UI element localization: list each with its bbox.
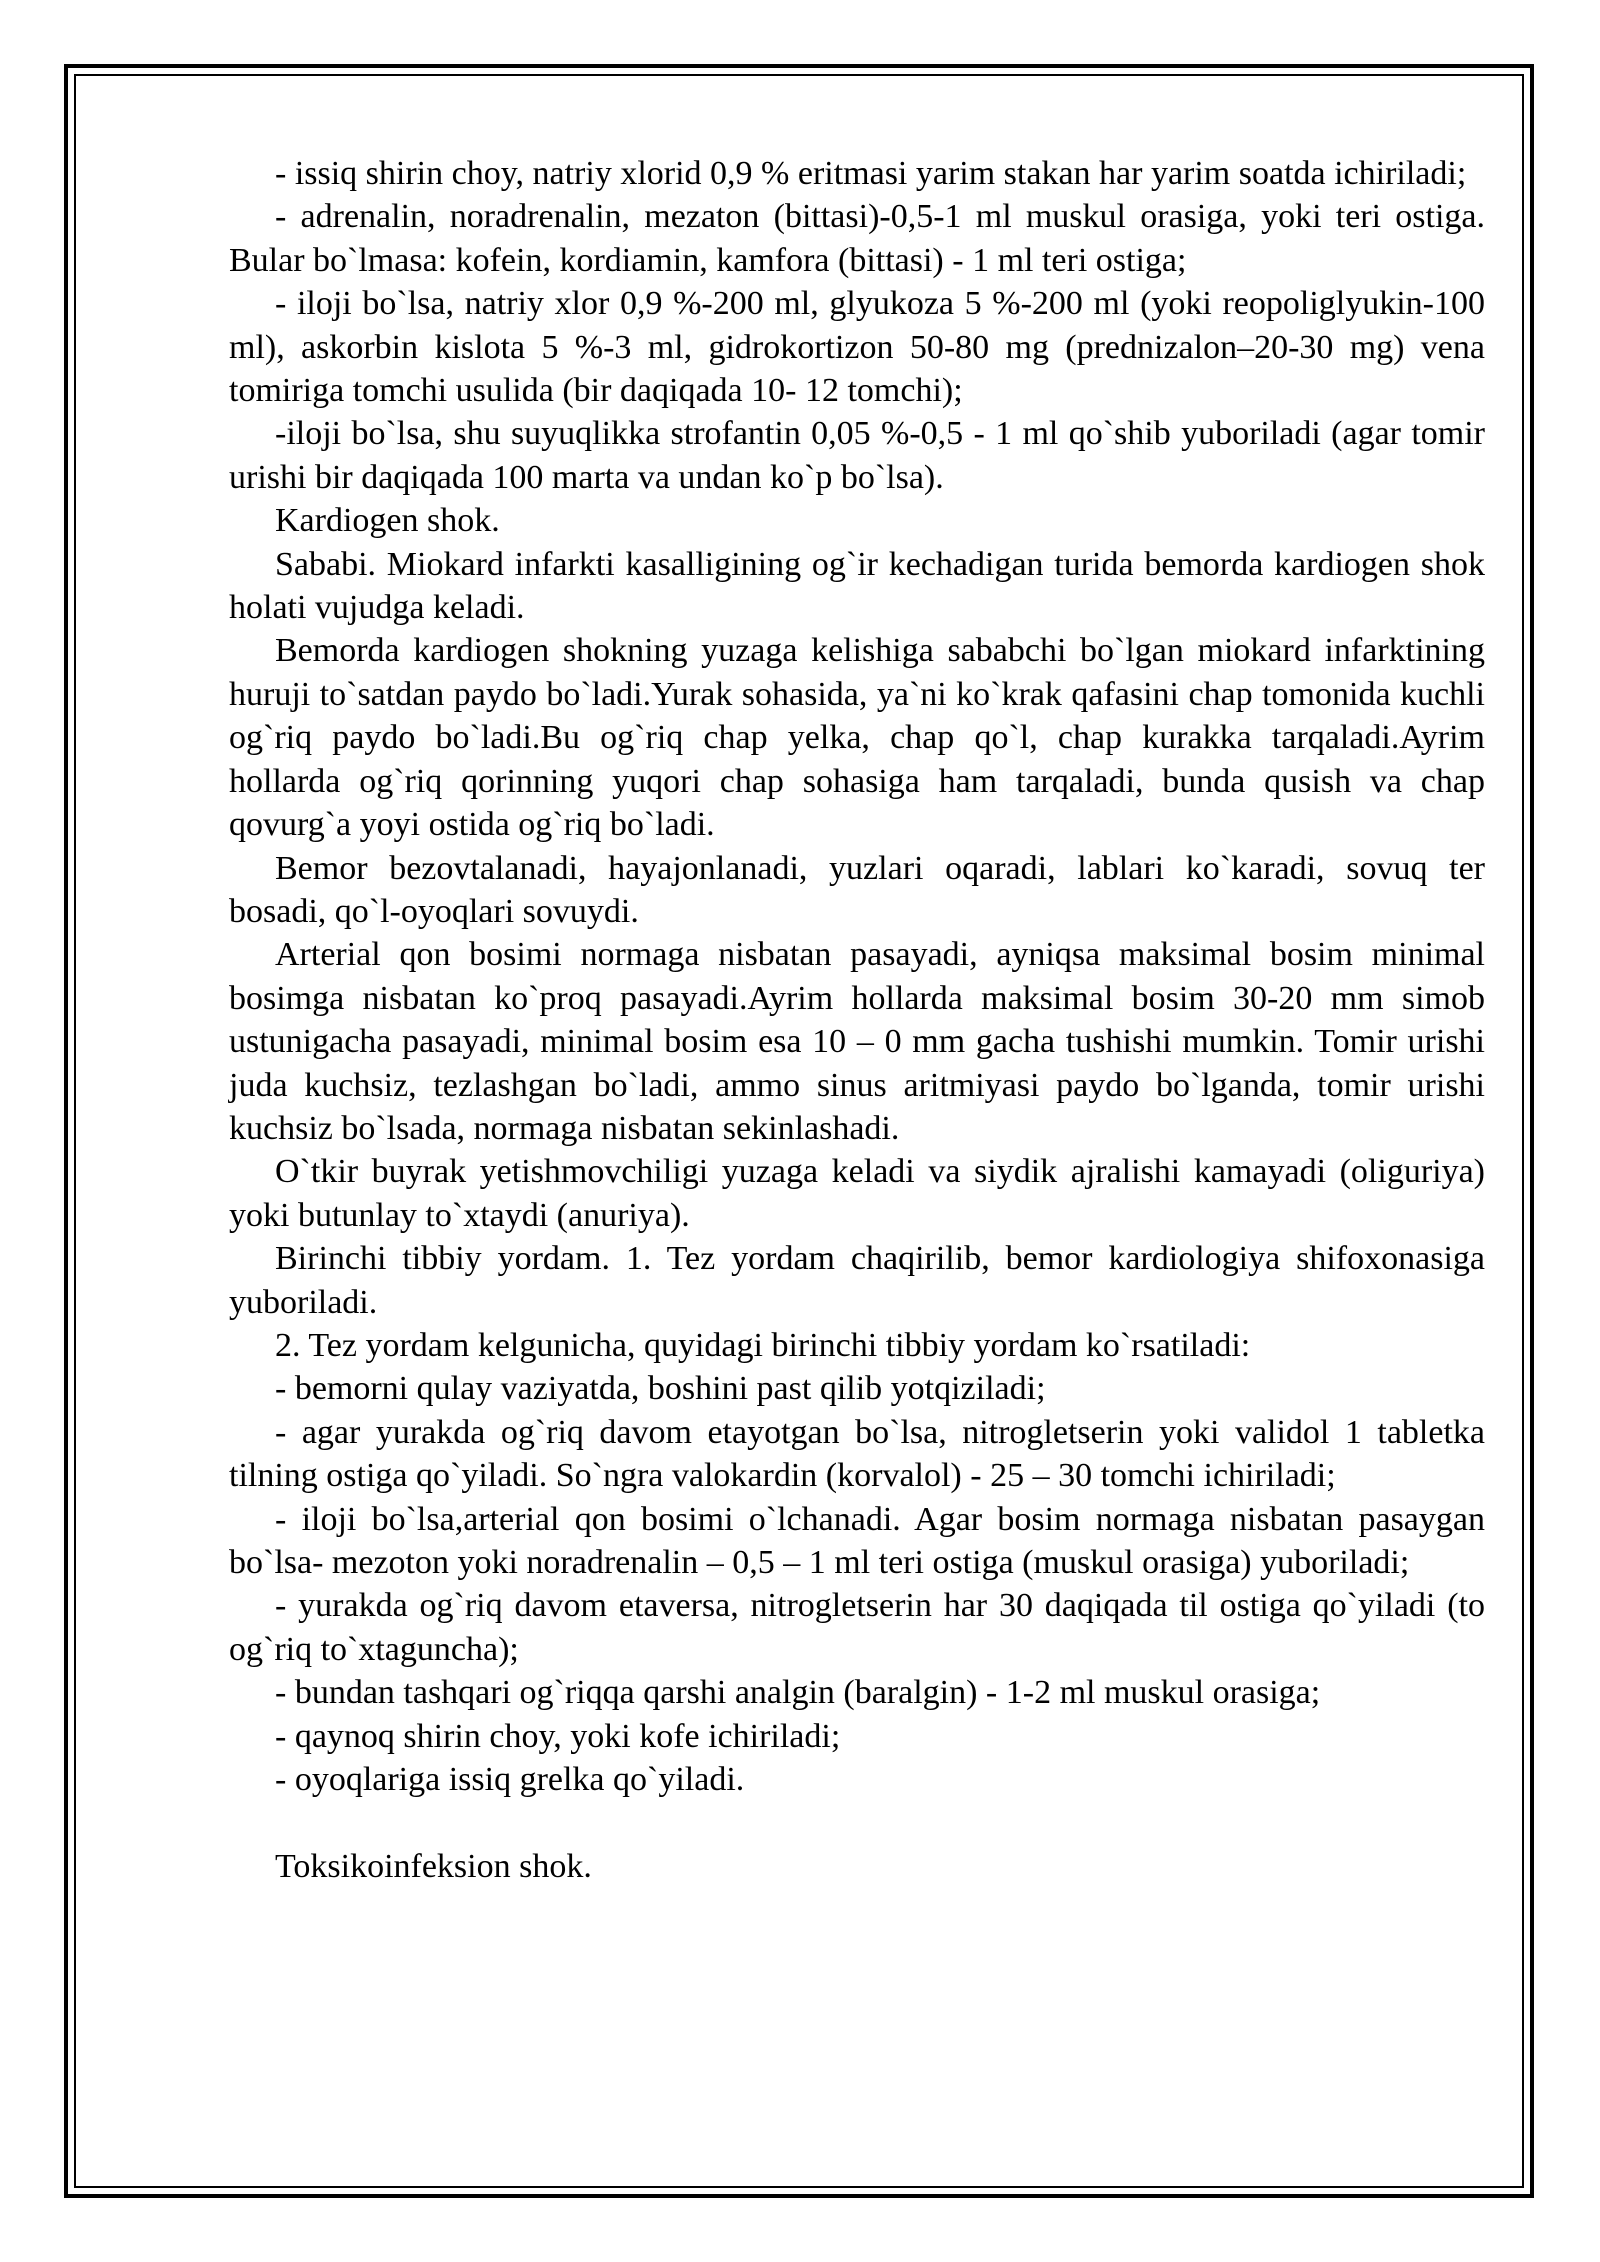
- paragraph-sababi: Sababi. Miokard infarkti kasalligining og`ir kechadigan turida bemorda kardiogen shok holati vujudga keladi.: [229, 545, 1485, 627]
- blank-line: [229, 1801, 1485, 1844]
- paragraph-grelka: - oyoqlariga issiq grelka qo`yiladi.: [275, 1761, 745, 1799]
- paragraph-adrenalin: - adrenalin, noradrenalin, mezaton (bittasi)-0,5-1 ml muskul orasiga, yoki teri ostiga. Bular bo`lmasa: kofein, kordiamin, kamfora (bittasi) - 1 ml teri ostiga;: [229, 198, 1485, 279]
- paragraph-sweet-tea: - issiq shirin choy, natriy xlorid 0,9 % eritmasi yarim stakan har yarim soatda ichiriladi;: [275, 155, 1467, 192]
- paragraph-analgin: - bundan tashqari og`riqqa qarshi analgin (baralgin) - 1-2 ml muskul orasiga;: [275, 1674, 1321, 1712]
- paragraph-strofantin: -iloji bo`lsa, shu suyuqlikka strofantin 0,05 %-0,5 - 1 ml qo`shib yuboriladi (agar tomir urishi bir daqiqada 100 marta va undan ko`p bo`lsa).: [229, 415, 1485, 496]
- paragraph-iv-infusion: - iloji bo`lsa, natriy xlor 0,9 %-200 ml, glyukoza 5 %-200 ml (yoki reopoliglyukin-100 ml), askorbin kislota 5 %-3 ml, gidrokortizon 50-80 mg (prednizalon–20-30 mg) vena tomiriga tomchi usulida (bir daqiqada 10- 12 tomchi);: [229, 285, 1485, 410]
- paragraph-qon-bosimi: - iloji bo`lsa,arterial qon bosimi o`lchanadi. Agar bosim normaga nisbatan pasaygan bo`lsa- mezoton yoki noradrenalin – 0,5 – 1 ml teri ostiga (muskul orasiga) yuboriladi;: [229, 1500, 1485, 1581]
- paragraph-tez-yordam: 2. Tez yordam kelgunicha, quyidagi birinchi tibbiy yordam ko`rsatiladi:: [275, 1326, 1251, 1364]
- paragraph-yotqizish: - bemorni qulay vaziyatda, boshini past qilib yotqiziladi;: [275, 1370, 1046, 1408]
- heading-toksikoinfeksion-shok: Toksikoinfeksion shok.: [275, 1847, 592, 1885]
- paragraph-arterial-bosim: Arterial qon bosimi normaga nisbatan pasayadi, ayniqsa maksimal bosim minimal bosimga nisbatan ko`proq pasayadi.Ayrim hollarda maksimal bosim 30-20 mm simob ustunigacha pasayadi, minimal bosim esa 10 – 0 mm gacha tushishi mumkin. Tomir urishi juda kuchsiz, tezlashgan bo`ladi, ammo sinus aritmiyasi paydo bo`lganda, tomir urishi kuchsiz bo`lsada, normaga nisbatan sekinlashadi.: [229, 936, 1485, 1147]
- paragraph-qaynoq-choy: - qaynoq shirin choy, yoki kofe ichiriladi;: [275, 1717, 841, 1755]
- paragraph-infarkt-huruji: Bemorda kardiogen shokning yuzaga kelishiga sababchi bo`lgan miokard infarktining huruji to`satdan paydo bo`ladi.Yurak sohasida, ya`ni ko`krak qafasini chap tomonida kuchli og`riq paydo bo`ladi.Bu og`riq chap yelka, chap qo`l, chap kurakka tarqaladi.Ayrim hollarda og`riq qorinning yuqori chap sohasiga ham tarqaladi, bunda qusish va chap qovurg`a yoyi ostida og`riq bo`ladi.: [229, 632, 1485, 844]
- heading-kardiogen-shok: Kardiogen shok.: [275, 502, 500, 540]
- paragraph-til-ostiga: - yurakda og`riq davom etaversa, nitrogletserin har 30 daqiqada til ostiga qo`yiladi (to og`riq to`xtaguncha);: [229, 1587, 1485, 1668]
- paragraph-nitrogletserin: - agar yurakda og`riq davom etayotgan bo`lsa, nitrogletserin yoki validol 1 tabletka tilning ostiga qo`yiladi. So`ngra valokardin (korvalol) - 25 – 30 tomchi ichiriladi;: [229, 1413, 1485, 1495]
- paragraph-bemor-bezovta: Bemor bezovtalanadi, hayajonlanadi, yuzlari oqaradi, lablari ko`karadi, sovuq ter bosadi, qo`l-oyoqlari sovuydi.: [229, 849, 1485, 930]
- paragraph-birinchi-yordam: Birinchi tibbiy yordam. 1. Tez yordam chaqirilib, bemor kardiologiya shifoxonasiga yuboriladi.: [229, 1240, 1485, 1321]
- document-body: [229, 152, 1485, 1888]
- paragraph-buyrak: O`tkir buyrak yetishmovchiligi yuzaga keladi va siydik ajralishi kamayadi (oliguriya) yoki butunlay to`xtaydi (anuriya).: [229, 1153, 1485, 1234]
